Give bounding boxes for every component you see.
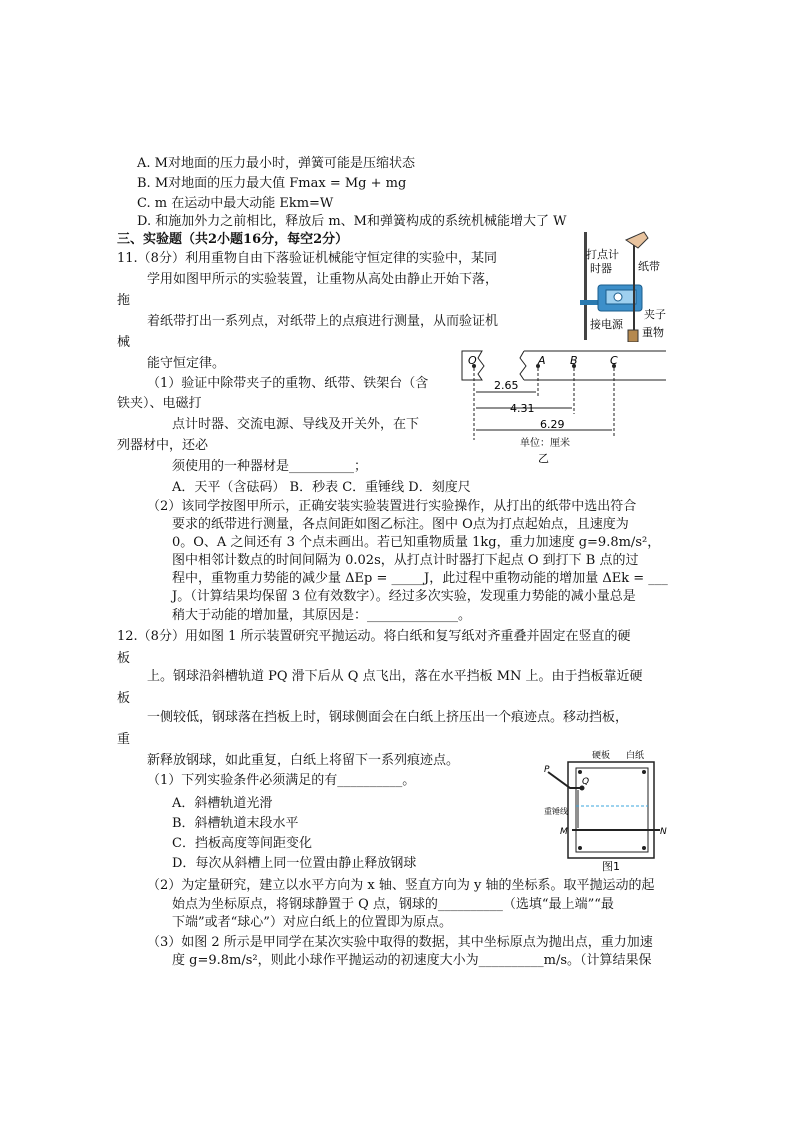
label-plumb: 重锤线 bbox=[544, 807, 568, 816]
q12-line: 度 g=9.8m/s²，则此小球作平抛运动的初速度大小为__________m/s。（计算结果保 bbox=[172, 953, 652, 968]
q12-line: （3）如图 2 所示是甲同学在某次实验中取得的数据，其中坐标原点为抛出点，重力加速 bbox=[147, 935, 653, 950]
point-b: B bbox=[570, 354, 578, 367]
q12-choice: D．每次从斜槽上同一位置由静止释放钢球 bbox=[172, 856, 417, 871]
figure-1-caption: 图1 bbox=[602, 860, 620, 873]
label-board: 硬板 bbox=[592, 751, 611, 761]
q12-line: 板 bbox=[117, 651, 131, 666]
section-title: 三、实验题（共2小题16分，每空2分） bbox=[117, 232, 349, 247]
q12-line: 始点为坐标原点，将钢球静置于 Q 点，钢球的__________（选填“最上端”“最 bbox=[172, 897, 614, 912]
label-clip: 夹子 bbox=[644, 308, 666, 321]
label-weight: 重物 bbox=[642, 326, 664, 339]
q11-line: 0。O、A 之间还有 3 个点未画出。若已知重物质量 1kg，重力加速度 g=9.8m/s²， bbox=[172, 535, 661, 550]
q11-line: 图中相邻计数点的时间间隔为 0.02s，从打点计时器打下起点 O 到打下 B 点的过 bbox=[172, 553, 639, 568]
q12-choice: C．挡板高度等间距变化 bbox=[172, 836, 312, 851]
q11-line: 稍大于动能的增加量，其原因是：______________。 bbox=[172, 608, 472, 623]
q12-choice: A．斜槽轨道光滑 bbox=[172, 796, 273, 811]
q12-line: 板 bbox=[117, 691, 131, 706]
point-o: O bbox=[468, 354, 477, 367]
q12-line: 下端”或者“球心”）对应白纸上的位置即为原点。 bbox=[172, 915, 452, 930]
label-timer: 打点计 bbox=[586, 248, 619, 261]
label-power: 接电源 bbox=[590, 318, 623, 331]
q12-line: 12.（8分）用如图 1 所示装置研究平抛运动。将白纸和复写纸对齐重叠并固定在竖直的硬 bbox=[117, 629, 631, 644]
q11-choices: A．天平（含砝码） B．秒表 C．重锤线 D．刻度尺 bbox=[172, 480, 471, 495]
q11-line: 械 bbox=[117, 335, 131, 350]
distance-oc: 6.29 bbox=[540, 418, 565, 431]
point-c: C bbox=[610, 354, 618, 367]
q12-line: （2）为定量研究，建立以水平方向为 x 轴、竖直方向为 y 轴的坐标系。取平抛运动的起 bbox=[147, 878, 655, 893]
q12-line: 新释放钢球，如此重复，白纸上将留下一系列痕迹点。 bbox=[147, 753, 460, 768]
point-a: A bbox=[538, 354, 546, 367]
q12-line: 一侧较低，钢球落在挡板上时，钢球侧面会在白纸上挤压出一个痕迹点。移动挡板， bbox=[147, 710, 629, 725]
distance-ob: 4.31 bbox=[510, 402, 535, 415]
q11-line: J。（计算结果均保留 3 位有效数字）。经过多次实验，发现重力势能的减小量总是 bbox=[172, 589, 636, 604]
figure-tape bbox=[458, 348, 670, 470]
label-q: Q bbox=[582, 777, 590, 787]
q11-line: 列器材中，还必 bbox=[117, 438, 209, 453]
option-c: C. m 在运动中最大动能 Ekm=W bbox=[137, 196, 334, 211]
figure-apparatus bbox=[566, 230, 696, 342]
label-tape: 纸带 bbox=[638, 260, 660, 273]
q11-line: 点计时器、交流电源、导线及开关外，在下 bbox=[172, 417, 420, 432]
q11-line: （2）该同学按图甲所示，正确安装实验装置进行实验操作，从打出的纸带中选出符合 bbox=[147, 499, 637, 514]
label-timer2: 时器 bbox=[590, 262, 612, 275]
q11-line: 能守恒定律。 bbox=[147, 356, 226, 371]
label-n: N bbox=[660, 827, 667, 837]
q12-line: 重 bbox=[117, 732, 131, 747]
q11-line: 11.（8分）利用重物自由下落验证机械能守恒定律的实验中，某同 bbox=[117, 251, 497, 266]
q12-line: （1）下列实验条件必须满足的有__________。 bbox=[147, 773, 416, 788]
q11-line: 着纸带打出一系列点，对纸带上的点痕进行测量，从而验证机 bbox=[147, 314, 499, 329]
q11-line: 学用如图甲所示的实验装置，让重物从高处由静止开始下落， bbox=[147, 272, 499, 287]
label-p: P bbox=[544, 765, 550, 775]
q11-line: （1）验证中除带夹子的重物、纸带、铁架台（含 bbox=[147, 376, 429, 391]
label-m: M bbox=[560, 827, 568, 837]
figure-caption-yi: 乙 bbox=[538, 452, 549, 465]
q11-line: 铁夹）、电磁打 bbox=[117, 396, 202, 411]
label-paper: 白纸 bbox=[626, 751, 645, 761]
q11-line: 程中，重物重力势能的减少量 ΔEp = _____J，此过程中重物动能的增加量 ΔEk = ___ bbox=[172, 571, 668, 586]
option-d: D. 和施加外力之前相比，释放后 m、M和弹簧构成的系统机械能增大了 W bbox=[137, 214, 567, 229]
q11-line: 须使用的一种器材是__________； bbox=[172, 459, 368, 474]
figure-1-board bbox=[542, 748, 670, 874]
q11-line: 要求的纸带进行测量，各点间距如图乙标注。图中 O点为打点起始点，且速度为 bbox=[172, 517, 629, 532]
unit-label: 单位：厘米 bbox=[520, 438, 570, 449]
distance-oa: 2.65 bbox=[494, 379, 519, 392]
q12-line: 上。钢球沿斜槽轨道 PQ 滑下后从 Q 点飞出，落在水平挡板 MN 上。由于挡板靠近硬 bbox=[147, 669, 643, 684]
q11-line: 拖 bbox=[117, 293, 131, 308]
option-b: B. M对地面的压力最大值 Fmax = Mg + mg bbox=[137, 176, 407, 191]
option-a: A. M对地面的压力最小时，弹簧可能是压缩状态 bbox=[137, 156, 415, 171]
q12-choice: B．斜槽轨道末段水平 bbox=[172, 816, 299, 831]
